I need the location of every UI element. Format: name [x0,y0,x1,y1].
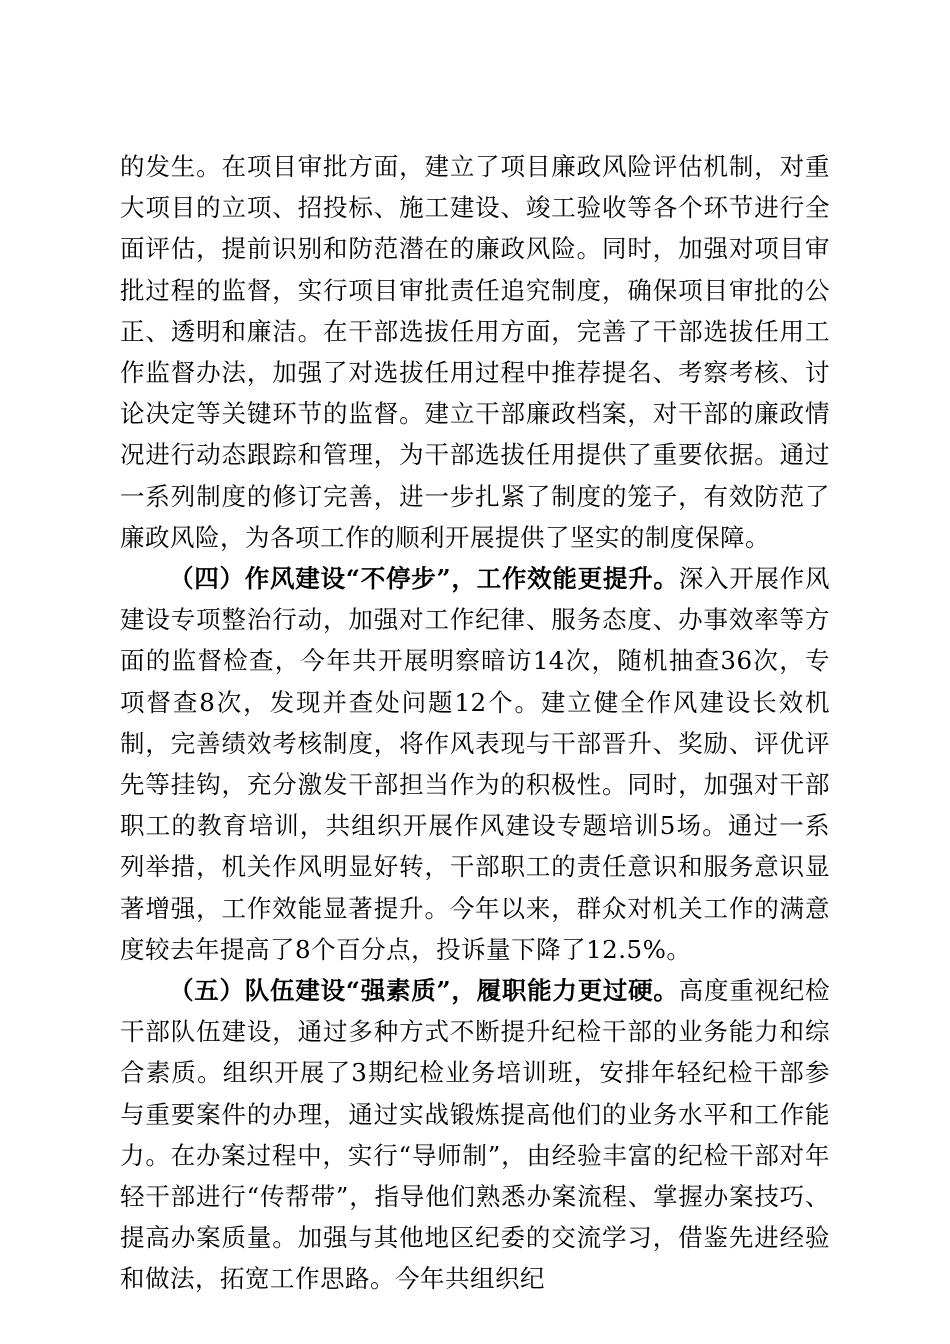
paragraph-text: 高度重视纪检干部队伍建设，通过多种方式不断提升纪检干部的业务能力和综合素质。组织开展了3期纪检业务培训班，安排年轻纪检干部参与重要案件的办理，通过实战锻炼提高他们的业务水平和工作能力。在办案过程中，实行“导师制”，由经验丰富的纪检干部对年轻干部进行“传帮带”，指导他们熟悉办案流程、掌握办案技巧、提高办案质量。加强与其他地区纪委的交流学习，借鉴先进经验和做法，拓宽工作思路。今年共组织纪 [120,976,830,1294]
paragraph-text: 深入开展作风建设专项整治行动，加强对工作纪律、服务态度、办事效率等方面的监督检查，今年共开展明察暗访14次，随机抽查36次，专项督查8次，发现并查处问题12个。建立健全作风建设长效机制，完善绩效考核制度，将作风表现与干部晋升、奖励、评优评先等挂钩，充分激发干部担当作为的积极性。同时，加强对干部职工的教育培训，共组织开展作风建设专题培训5场。通过一系列举措，机关作风明显好转，干部职工的责任意识和服务意识显著增强，工作效能显著提升。今年以来，群众对机关工作的满意度较去年提高了8个百分点，投诉量下降了12.5%。 [120,564,830,964]
document-body [120,146,830,1300]
paragraph-text: 的发生。在项目审批方面，建立了项目廉政风险评估机制，对重大项目的立项、招投标、施工建设、竣工验收等各个环节进行全面评估，提前识别和防范潜在的廉政风险。同时，加强对项目审批过程的监督，实行项目审批责任追究制度，确保项目审批的公正、透明和廉洁。在干部选拔任用方面，完善了干部选拔任用工作监督办法，加强了对选拔任用过程中推荐提名、考察考核、讨论决定等关键环节的监督。建立干部廉政档案，对干部的廉政情况进行动态跟踪和管理，为干部选拔任用提供了重要依据。通过一系列制度的修订完善，进一步扎紧了制度的笼子，有效防范了廉政风险，为各项工作的顺利开展提供了坚实的制度保障。 [120,152,830,552]
section-heading-team-building: （五）队伍建设“强素质”，履职能力更过硬。 [169,976,679,1006]
paragraph-continuation [120,146,830,558]
section-heading-work-style: （四）作风建设“不停步”，工作效能更提升。 [169,564,679,594]
paragraph-work-style [120,558,830,970]
paragraph-team-building [120,970,830,1300]
